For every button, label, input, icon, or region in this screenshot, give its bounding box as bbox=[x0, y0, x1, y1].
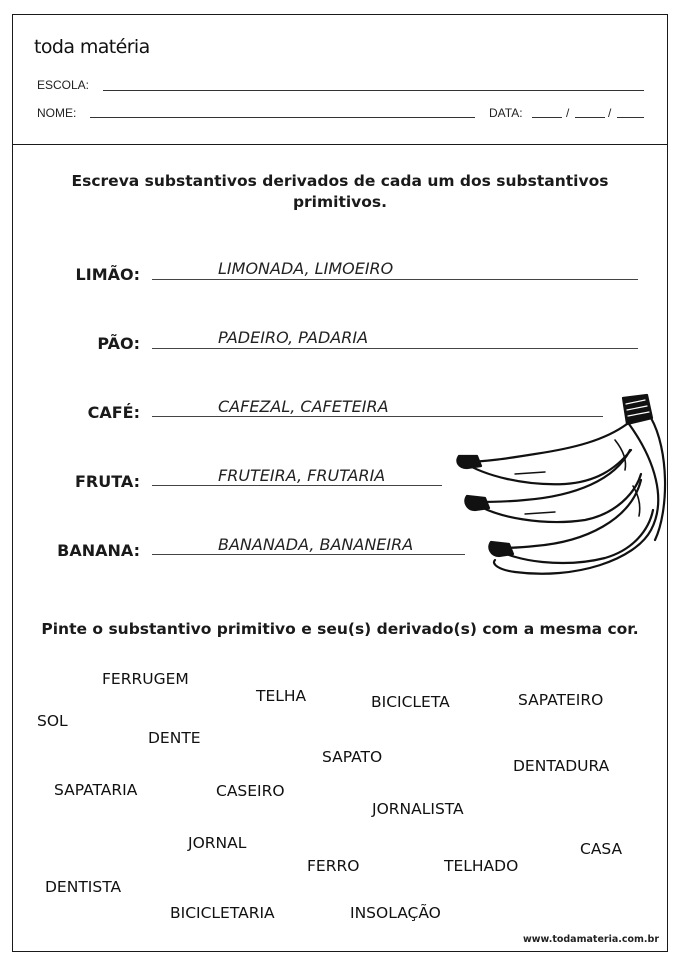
derived-answer[interactable]: LIMONADA, LIMOEIRO bbox=[218, 259, 394, 278]
derived-answer[interactable]: FRUTEIRA, FRUTARIA bbox=[218, 466, 386, 485]
word-bank-item[interactable]: TELHA bbox=[256, 687, 307, 705]
date-year-line[interactable] bbox=[617, 117, 644, 118]
name-field-line[interactable] bbox=[90, 117, 475, 118]
exercise1-instruction-line1: Escreva substantivos derivados de cada um dos substantivos bbox=[71, 172, 609, 190]
word-bank-item[interactable]: CASA bbox=[580, 840, 623, 858]
word-bank-item[interactable]: DENTISTA bbox=[45, 878, 122, 896]
answer-line bbox=[152, 485, 442, 486]
name-label: NOME: bbox=[37, 106, 77, 120]
word-bank-item[interactable]: JORNALISTA bbox=[372, 800, 464, 818]
footer-url[interactable]: www.todamateria.com.br bbox=[522, 934, 659, 945]
date-month-line[interactable] bbox=[575, 117, 605, 118]
answer-line bbox=[152, 554, 465, 555]
word-bank-item[interactable]: BICICLETARIA bbox=[170, 904, 275, 922]
answer-line bbox=[152, 279, 638, 280]
word-bank-item[interactable]: DENTE bbox=[148, 729, 201, 747]
date-label: DATA: bbox=[489, 106, 523, 120]
banana-bunch-icon bbox=[455, 390, 670, 585]
primitive-word: FRUTA: bbox=[75, 472, 140, 491]
word-bank-item[interactable]: SAPATEIRO bbox=[518, 691, 604, 709]
primitive-word: LIMÃO: bbox=[75, 265, 140, 284]
derived-answer[interactable]: CAFEZAL, CAFETEIRA bbox=[218, 397, 389, 416]
word-bank-item[interactable]: SAPATO bbox=[322, 748, 383, 766]
date-day-line[interactable] bbox=[532, 117, 562, 118]
word-bank-item[interactable]: TELHADO bbox=[444, 857, 519, 875]
answer-line bbox=[152, 348, 638, 349]
derived-answer[interactable]: PADEIRO, PADARIA bbox=[218, 328, 369, 347]
primitive-word: CAFÉ: bbox=[87, 403, 140, 422]
word-bank-item[interactable]: INSOLAÇÃO bbox=[350, 904, 441, 922]
exercise2-instruction: Pinte o substantivo primitivo e seu(s) derivado(s) com a mesma cor. bbox=[41, 620, 639, 638]
exercise1-instruction-line2: primitivos. bbox=[292, 193, 388, 211]
word-bank-item[interactable]: SAPATARIA bbox=[54, 781, 138, 799]
site-logo: toda matéria bbox=[34, 36, 150, 58]
word-bank-item[interactable]: FERRUGEM bbox=[102, 670, 189, 688]
header-divider bbox=[12, 144, 668, 145]
school-label: ESCOLA: bbox=[37, 78, 90, 92]
word-bank-item[interactable]: BICICLETA bbox=[371, 693, 450, 711]
school-field-line[interactable] bbox=[103, 90, 644, 91]
word-bank-item[interactable]: SOL bbox=[37, 712, 68, 730]
word-bank-item[interactable]: FERRO bbox=[307, 857, 360, 875]
date-separator: / bbox=[608, 106, 612, 120]
primitive-word: PÃO: bbox=[97, 334, 140, 353]
date-separator: / bbox=[566, 106, 570, 120]
derived-answer[interactable]: BANANADA, BANANEIRA bbox=[218, 535, 414, 554]
word-bank-item[interactable]: DENTADURA bbox=[513, 757, 610, 775]
primitive-word: BANANA: bbox=[57, 541, 140, 560]
word-bank-item[interactable]: JORNAL bbox=[188, 834, 247, 852]
word-bank-item[interactable]: CASEIRO bbox=[216, 782, 285, 800]
